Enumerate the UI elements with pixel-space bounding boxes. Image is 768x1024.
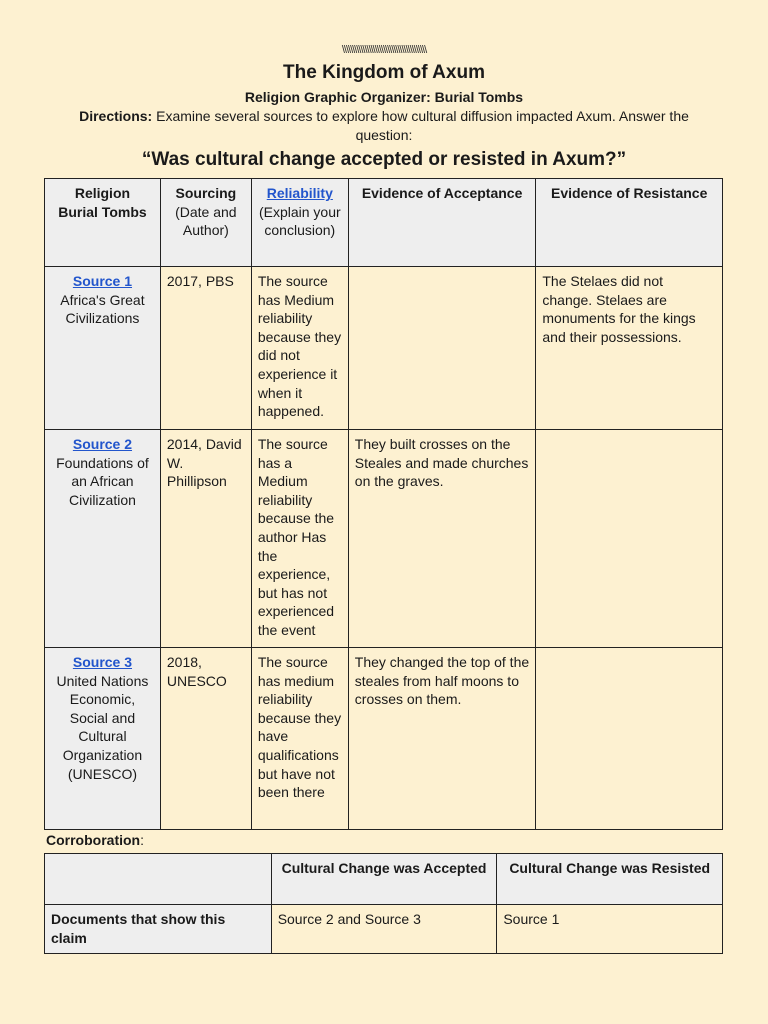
reliability-link[interactable]: Reliability [266, 185, 333, 201]
source-1-link[interactable]: Source 1 [72, 273, 133, 289]
header-sourcing: Sourcing (Date and Author) [160, 179, 251, 267]
sourcing-cell: 2014, David W. Phillipson [160, 430, 251, 648]
accepted-value: Source 2 and Source 3 [271, 905, 497, 954]
table-header-row [45, 179, 723, 267]
header-accepted: Cultural Change was Accepted [271, 854, 497, 905]
corroboration-header-row [45, 854, 723, 905]
resistance-cell [536, 430, 723, 648]
reliability-cell: The source has Medium reliability because they did not experience it when it happened. [251, 267, 348, 430]
source-name: United Nations Economic, Social and Cultural Organization (UNESCO) [56, 672, 149, 782]
acceptance-cell: They changed the top of the steales from half moons to crosses on them. [348, 648, 536, 830]
table-row [45, 267, 723, 430]
source-name: Africa's Great Civilizations [60, 291, 145, 327]
source-cell [45, 267, 161, 430]
source-cell [45, 648, 161, 830]
source-cell [45, 430, 161, 648]
resistance-cell [536, 648, 723, 830]
resistance-cell: The Stelaes did not change. Stelaes are monuments for the kings and their possessions. [536, 267, 723, 430]
reliability-cell: The source has medium reliability because they have qualifications but have not been there [251, 648, 348, 830]
sourcing-cell: 2017, PBS [160, 267, 251, 430]
sourcing-cell: 2018, UNESCO [160, 648, 251, 830]
guiding-question: “Was cultural change accepted or resisted in Axum?” [141, 149, 627, 170]
header-reliability: Reliability (Explain your conclusion) [251, 179, 348, 267]
header-religion: Religion Burial Tombs [45, 179, 161, 267]
source-2-link[interactable]: Source 2 [72, 436, 133, 452]
documents-row-label: Documents that show this claim [45, 905, 272, 954]
reliability-cell: The source has a Medium reliability because the author Has the experience, but has not experienced the event [251, 430, 348, 648]
directions-label: Directions: [79, 108, 153, 124]
directions-text: Examine several sources to explore how cultural diffusion impacted Axum. Answer the question: [152, 108, 689, 143]
page-title: The Kingdom of Axum [283, 62, 485, 83]
acceptance-cell: They built crosses on the Steales and made churches on the graves. [348, 430, 536, 648]
header-resisted: Cultural Change was Resisted [497, 854, 723, 905]
corroboration-table [44, 853, 723, 954]
acceptance-cell [348, 267, 536, 430]
directions [50, 107, 718, 145]
table-row [45, 905, 723, 954]
header-acceptance: Evidence of Acceptance [348, 179, 536, 267]
corroboration-label: Corroboration: [46, 832, 144, 848]
resisted-value: Source 1 [497, 905, 723, 954]
decorative-divider: \\\\\\\\\\\\\\\\\\\\\\\\\\\\\\\\\\\\\\\\\ [341, 44, 427, 56]
table-row [45, 648, 723, 830]
header-resistance: Evidence of Resistance [536, 179, 723, 267]
source-name: Foundations of an African Civilization [56, 454, 149, 508]
burial-tombs-table [44, 178, 723, 830]
page-subtitle: Religion Graphic Organizer: Burial Tombs [244, 89, 524, 105]
corroboration-empty-header [45, 854, 272, 905]
source-3-link[interactable]: Source 3 [72, 654, 133, 670]
table-row [45, 430, 723, 648]
